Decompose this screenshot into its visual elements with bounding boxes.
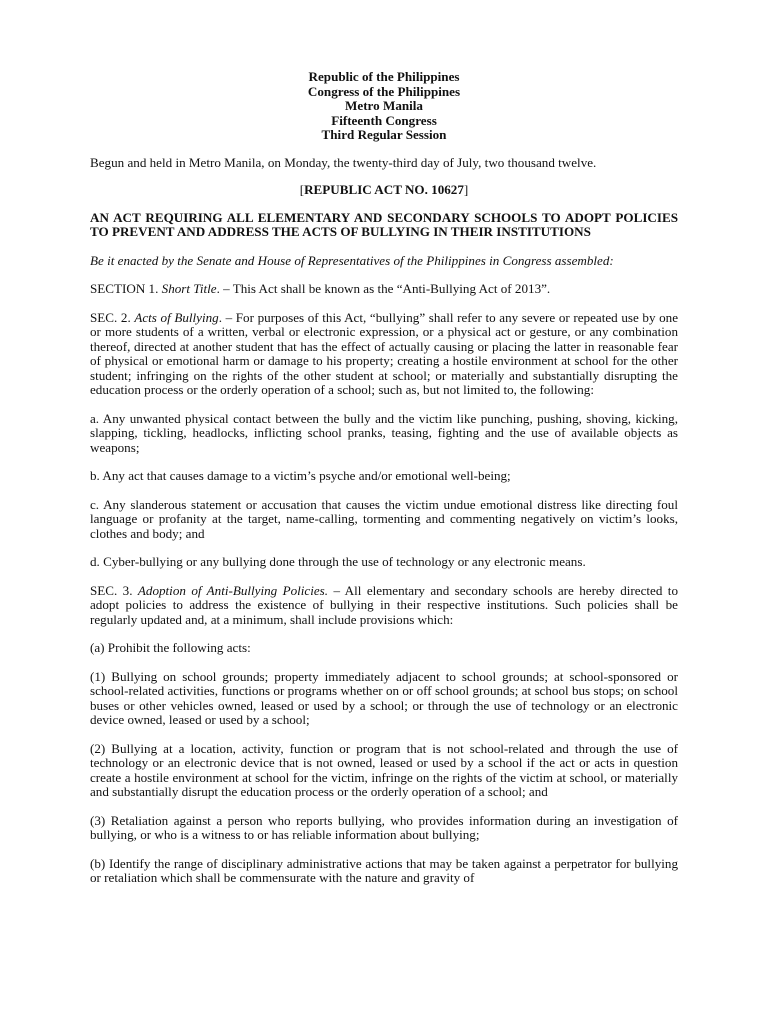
item-d: d. Cyber-bullying or any bullying done through the use of technology or any electronic means. — [90, 554, 586, 569]
section-2 — [90, 311, 678, 398]
act-number — [90, 183, 678, 198]
section-2-label: SEC. 2. — [90, 309, 135, 325]
section-3-label: SEC. 3. — [90, 582, 138, 598]
section-1-label: SECTION 1. — [90, 281, 162, 296]
document-header — [90, 70, 678, 143]
sub-item-a: (a) Prohibit the following acts: — [90, 640, 251, 655]
item-a: a. Any unwanted physical contact between the bully and the victim like punching, pushing, shoving, kicking, slapping, tickling, headlocks, inflicting school pranks, teasing, fighting and the use of available objects as weapons; — [90, 410, 678, 455]
document-page — [90, 70, 678, 900]
act-title: AN ACT REQUIRING ALL ELEMENTARY AND SECONDARY SCHOOLS TO ADOPT POLICIES TO PREVENT AND ADDRESS THE ACTS OF BULLYING IN THEIR INSTITUTIONS — [90, 209, 678, 239]
sub-item-b: (b) Identify the range of disciplinary administrative actions that may be taken against a perpetrator for bullying or retaliation which shall be commensurate with the nature and gravity of — [90, 855, 678, 885]
section-3-text: – All elementary and secondary schools are hereby directed to adopt policies to address the existence of bullying in their respective institutions. Such policies shall be regularly updated and, at a minimum, shall include provisions which: — [90, 582, 678, 627]
act-number-label: REPUBLIC ACT NO. 10627 — [304, 182, 464, 197]
item-b: b. Any act that causes damage to a victim’s psyche and/or emotional well-being; — [90, 468, 511, 483]
header-location: Metro Manila — [345, 98, 423, 113]
section-3 — [90, 584, 678, 628]
section-1 — [90, 282, 678, 297]
header-session: Third Regular Session — [321, 127, 447, 142]
section-2-heading: Acts of Bullying — [134, 309, 219, 325]
section-1-heading: Short Title — [161, 281, 217, 296]
header-republic: Republic of the Philippines — [308, 69, 460, 84]
enacting-clause: Be it enacted by the Senate and House of Representatives of the Philippines in Congress assembled: — [90, 252, 614, 268]
item-c: c. Any slanderous statement or accusation that causes the victim undue emotional distress like directing foul language or profanity at the target, name-calling, tormenting and commenting negatively on victim’s looks, clothes and body; and — [90, 496, 678, 541]
sub-item-2: (2) Bullying at a location, activity, function or program that is not school-related and through the use of technology or an electronic device that is not owned, leased or used by a school if the act or acts in question create a hostile environment at school for the victim, infringe on the rights of the victim at school, or materially and substantially disrupt the education process or the orderly operation of a school; and — [90, 740, 678, 799]
section-1-text: . – This Act shall be known as the “Anti-Bullying Act of 2013”. — [216, 281, 551, 296]
act-number-close-bracket: ] — [463, 182, 469, 197]
sub-item-3: (3) Retaliation against a person who reports bullying, who provides information during an investigation of bullying, or who is a witness to or has reliable information about bullying; — [90, 812, 678, 842]
section-2-text: . – For purposes of this Act, “bullying” shall refer to any severe or repeated use by one or more students of a written, verbal or electronic expression, or a physical act or gesture, or any combination thereof, directed at another student that has the effect of actually causing or placing the latter in reasonable fear of physical or emotional harm or damage to his property; creating a hostile environment at school for the other student; infringing on the rights of the other student at school; or materially and substantially disrupting the education process or the orderly operation of a school; such as, but not limited to, the following: — [90, 309, 679, 397]
header-congress: Congress of the Philippines — [307, 83, 461, 99]
section-3-heading: Adoption of Anti-Bullying Policies. — [137, 582, 329, 598]
header-congress-number: Fifteenth Congress — [331, 112, 437, 128]
begun-statement: Begun and held in Metro Manila, on Monday, the twenty-third day of July, two thousand twelve. — [90, 154, 597, 170]
act-number-open-bracket: [ — [299, 182, 305, 197]
sub-item-1: (1) Bullying on school grounds; property immediately adjacent to school grounds; at school-sponsored or school-related activities, functions or programs whether on or off school grounds; at school bus stops; on school buses or other vehicles owned, leased or used by a school; or through the use of technology or an electronic device owned, leased or used by a school; — [90, 668, 678, 727]
